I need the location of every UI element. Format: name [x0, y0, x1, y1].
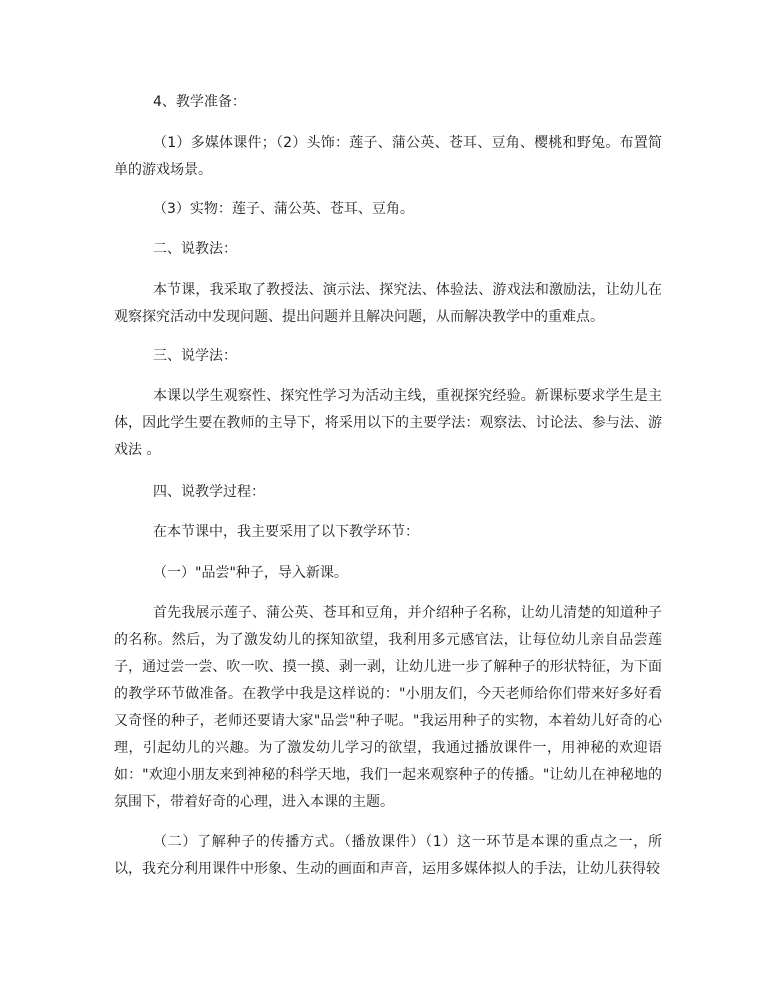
section-heading-teaching-methods: 二、说教法： — [153, 241, 237, 257]
paragraph-seed-dispersal: （二）了解种子的传播方式。（播放课件）（1）这一环节是本课的重点之一，所以，我充分利用课件中形象、生动的画面和声音，运用多媒体拟人的手法，让幼儿获得较 — [114, 834, 662, 877]
paragraph-learning-methods: 本课以学生观察性、探究性学习为活动主线，重视探究经验。新课标要求学生是主体，因此学生要在教师的主导下，将采用以下的主要学法：观察法、讨论法、参与法、游戏法 。 — [114, 388, 662, 458]
paragraph-tasting-seeds: 首先我展示莲子、蒲公英、苍耳和豆角，并介绍种子名称，让幼儿清楚的知道种子的名称。然后，为了激发幼儿的探知欲望，我利用多元感官法，让每位幼儿亲自品尝莲子，通过尝一尝、吹一吹、摸一摸、剥一剥，让幼儿进一步了解种子的形状特征，为下面的教学环节做准备。在教学中我是这样说的："小朋友们，今天老师给你们带来好多好看又奇怪的种子，老师还要请大家"品尝"种子呢。"我运用种子的实物，本着幼儿好奇的心理，引起幼儿的兴趣。为了激发幼儿学习的欲望，我通过播放课件一，用神秘的欢迎语如："欢迎小朋友来到神秘的科学天地，我们一起来观察种子的传播。"让幼儿在神秘地的氛围下，带着好奇的心理，进入本课的主题。 — [114, 605, 662, 810]
paragraph-teaching-methods: 本节课，我采取了教授法、演示法、探究法、体验法、游戏法和激励法，让幼儿在观察探究活动中发现问题、提出问题并且解决问题，从而解决教学中的重难点。 — [114, 282, 662, 325]
paragraph-real-objects: （3）实物：莲子、蒲公英、苍耳、豆角。 — [153, 201, 414, 217]
section-heading-preparation: 4、教学准备： — [153, 94, 246, 110]
section-heading-teaching-process: 四、说教学过程： — [153, 484, 265, 500]
subsection-heading-tasting-seeds: （一）"品尝"种子，导入新课。 — [153, 565, 348, 581]
paragraph-materials: （1）多媒体课件；（2）头饰：莲子、蒲公英、苍耳、豆角、樱桃和野兔。布置简单的游戏场景。 — [114, 135, 662, 178]
paragraph-process-intro: 在本节课中，我主要采用了以下教学环节： — [153, 524, 419, 540]
section-heading-learning-methods: 三、说学法： — [153, 348, 237, 364]
